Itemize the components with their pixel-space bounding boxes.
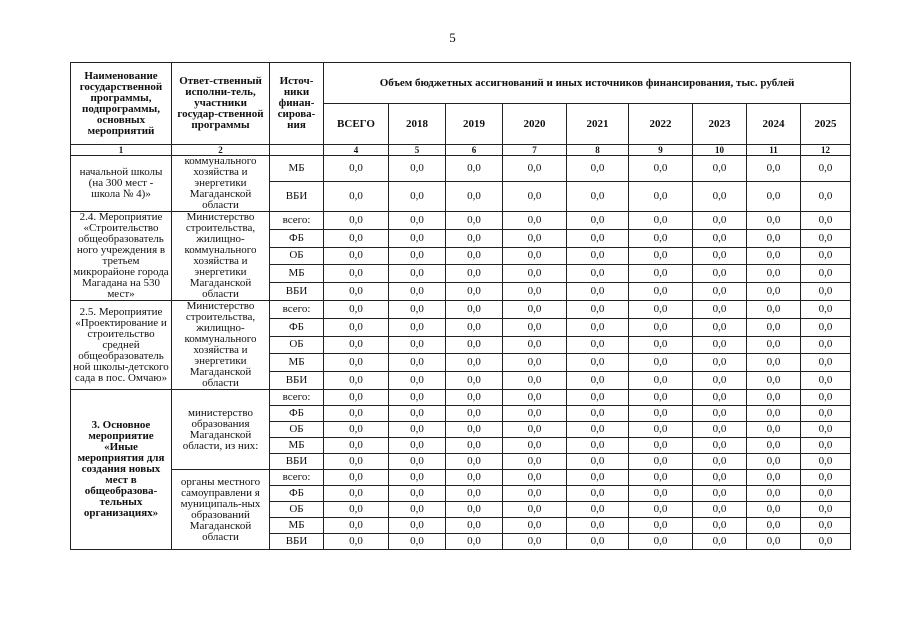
amount-cell: 0,0 <box>567 518 629 534</box>
amount-cell: 0,0 <box>747 247 801 265</box>
amount-cell: 0,0 <box>324 336 389 354</box>
header-year: 2022 <box>629 104 693 145</box>
amount-cell: 0,0 <box>389 265 446 283</box>
amount-cell: 0,0 <box>389 486 446 502</box>
amount-cell: 0,0 <box>801 372 851 390</box>
table-row <box>71 390 851 406</box>
funding-source: ОБ <box>270 336 324 354</box>
funding-source: ВБИ <box>270 283 324 301</box>
funding-source: МБ <box>270 156 324 182</box>
amount-cell: 0,0 <box>324 534 389 550</box>
header-year: 2021 <box>567 104 629 145</box>
program-name: начальной школы (на 300 мест - школа № 4)» <box>71 156 172 212</box>
responsible-executor: Министерство строительства, жилищно-коммунального хозяйства и энергетики Магаданской области <box>172 301 270 390</box>
amount-cell: 0,0 <box>503 406 567 422</box>
amount-cell: 0,0 <box>693 354 747 372</box>
amount-cell: 0,0 <box>567 406 629 422</box>
amount-cell: 0,0 <box>693 265 747 283</box>
funding-source: всего: <box>270 301 324 319</box>
table-row <box>71 156 851 182</box>
amount-cell: 0,0 <box>389 502 446 518</box>
amount-cell: 0,0 <box>567 372 629 390</box>
amount-cell: 0,0 <box>446 454 503 470</box>
amount-cell: 0,0 <box>693 318 747 336</box>
responsible-executor: органы местного самоуправлени я муниципаль-ных образований Магаданской области <box>172 470 270 550</box>
col-number: 8 <box>567 145 629 156</box>
amount-cell: 0,0 <box>801 212 851 230</box>
header-year: ВСЕГО <box>324 104 389 145</box>
col-number: 7 <box>503 145 567 156</box>
amount-cell: 0,0 <box>693 502 747 518</box>
amount-cell: 0,0 <box>693 438 747 454</box>
amount-cell: 0,0 <box>801 422 851 438</box>
amount-cell: 0,0 <box>503 247 567 265</box>
amount-cell: 0,0 <box>693 534 747 550</box>
header-year: 2018 <box>389 104 446 145</box>
amount-cell: 0,0 <box>801 283 851 301</box>
funding-source: ВБИ <box>270 534 324 550</box>
amount-cell: 0,0 <box>324 486 389 502</box>
col-number <box>270 145 324 156</box>
amount-cell: 0,0 <box>503 336 567 354</box>
amount-cell: 0,0 <box>389 422 446 438</box>
amount-cell: 0,0 <box>389 454 446 470</box>
amount-cell: 0,0 <box>446 336 503 354</box>
amount-cell: 0,0 <box>629 182 693 212</box>
amount-cell: 0,0 <box>324 354 389 372</box>
amount-cell: 0,0 <box>389 534 446 550</box>
col-number: 2 <box>172 145 270 156</box>
amount-cell: 0,0 <box>503 390 567 406</box>
header-name: Наименование государственной программы, подпрограммы, основных мероприятий <box>71 63 172 145</box>
amount-cell: 0,0 <box>747 438 801 454</box>
amount-cell: 0,0 <box>324 502 389 518</box>
amount-cell: 0,0 <box>446 229 503 247</box>
amount-cell: 0,0 <box>629 212 693 230</box>
amount-cell: 0,0 <box>567 470 629 486</box>
amount-cell: 0,0 <box>747 212 801 230</box>
amount-cell: 0,0 <box>801 406 851 422</box>
page-number: 5 <box>449 30 456 45</box>
amount-cell: 0,0 <box>503 354 567 372</box>
amount-cell: 0,0 <box>324 470 389 486</box>
amount-cell: 0,0 <box>747 336 801 354</box>
amount-cell: 0,0 <box>693 229 747 247</box>
amount-cell: 0,0 <box>567 422 629 438</box>
amount-cell: 0,0 <box>801 318 851 336</box>
amount-cell: 0,0 <box>693 247 747 265</box>
funding-source: МБ <box>270 265 324 283</box>
header-year: 2025 <box>801 104 851 145</box>
budget-table <box>70 62 851 550</box>
amount-cell: 0,0 <box>629 438 693 454</box>
amount-cell: 0,0 <box>389 229 446 247</box>
amount-cell: 0,0 <box>567 265 629 283</box>
amount-cell: 0,0 <box>567 182 629 212</box>
amount-cell: 0,0 <box>389 518 446 534</box>
amount-cell: 0,0 <box>629 229 693 247</box>
table-row <box>71 212 851 230</box>
amount-cell: 0,0 <box>801 470 851 486</box>
amount-cell: 0,0 <box>801 454 851 470</box>
amount-cell: 0,0 <box>503 182 567 212</box>
amount-cell: 0,0 <box>629 390 693 406</box>
amount-cell: 0,0 <box>747 486 801 502</box>
amount-cell: 0,0 <box>801 534 851 550</box>
amount-cell: 0,0 <box>801 182 851 212</box>
amount-cell: 0,0 <box>747 182 801 212</box>
header-sources: Источ-ники финан-сирова-ния <box>270 63 324 145</box>
amount-cell: 0,0 <box>446 518 503 534</box>
amount-cell: 0,0 <box>747 470 801 486</box>
amount-cell: 0,0 <box>693 454 747 470</box>
program-name: 3. Основное мероприятие «Иные мероприятия для создания новых мест в общеобразова-тельных организациях» <box>71 390 172 550</box>
amount-cell: 0,0 <box>503 486 567 502</box>
amount-cell: 0,0 <box>629 336 693 354</box>
funding-source: всего: <box>270 470 324 486</box>
responsible-executor: коммунального хозяйства и энергетики Магаданской области <box>172 156 270 212</box>
amount-cell: 0,0 <box>446 372 503 390</box>
amount-cell: 0,0 <box>693 283 747 301</box>
amount-cell: 0,0 <box>567 318 629 336</box>
amount-cell: 0,0 <box>693 406 747 422</box>
amount-cell: 0,0 <box>567 502 629 518</box>
amount-cell: 0,0 <box>446 247 503 265</box>
amount-cell: 0,0 <box>389 156 446 182</box>
amount-cell: 0,0 <box>693 156 747 182</box>
amount-cell: 0,0 <box>567 336 629 354</box>
amount-cell: 0,0 <box>747 318 801 336</box>
amount-cell: 0,0 <box>324 265 389 283</box>
column-number-row <box>71 145 851 156</box>
amount-cell: 0,0 <box>629 454 693 470</box>
funding-source: ФБ <box>270 406 324 422</box>
amount-cell: 0,0 <box>324 283 389 301</box>
amount-cell: 0,0 <box>389 470 446 486</box>
amount-cell: 0,0 <box>747 518 801 534</box>
amount-cell: 0,0 <box>567 301 629 319</box>
amount-cell: 0,0 <box>629 354 693 372</box>
funding-source: ОБ <box>270 502 324 518</box>
amount-cell: 0,0 <box>629 470 693 486</box>
amount-cell: 0,0 <box>747 229 801 247</box>
funding-source: всего: <box>270 212 324 230</box>
amount-cell: 0,0 <box>693 422 747 438</box>
amount-cell: 0,0 <box>446 318 503 336</box>
amount-cell: 0,0 <box>629 534 693 550</box>
amount-cell: 0,0 <box>801 438 851 454</box>
amount-cell: 0,0 <box>389 283 446 301</box>
amount-cell: 0,0 <box>389 301 446 319</box>
amount-cell: 0,0 <box>747 390 801 406</box>
col-number: 5 <box>389 145 446 156</box>
header-responsible: Ответ-ственный исполни-тель, участники государ-ственной программы <box>172 63 270 145</box>
col-number: 1 <box>71 145 172 156</box>
amount-cell: 0,0 <box>747 372 801 390</box>
col-number: 9 <box>629 145 693 156</box>
amount-cell: 0,0 <box>567 247 629 265</box>
amount-cell: 0,0 <box>747 265 801 283</box>
amount-cell: 0,0 <box>389 336 446 354</box>
amount-cell: 0,0 <box>747 354 801 372</box>
amount-cell: 0,0 <box>446 156 503 182</box>
amount-cell: 0,0 <box>389 182 446 212</box>
amount-cell: 0,0 <box>801 486 851 502</box>
amount-cell: 0,0 <box>567 438 629 454</box>
amount-cell: 0,0 <box>693 301 747 319</box>
col-number: 12 <box>801 145 851 156</box>
amount-cell: 0,0 <box>567 156 629 182</box>
amount-cell: 0,0 <box>389 406 446 422</box>
amount-cell: 0,0 <box>324 156 389 182</box>
amount-cell: 0,0 <box>629 265 693 283</box>
amount-cell: 0,0 <box>629 372 693 390</box>
amount-cell: 0,0 <box>324 518 389 534</box>
amount-cell: 0,0 <box>629 422 693 438</box>
amount-cell: 0,0 <box>503 229 567 247</box>
amount-cell: 0,0 <box>324 212 389 230</box>
amount-cell: 0,0 <box>446 265 503 283</box>
amount-cell: 0,0 <box>801 301 851 319</box>
amount-cell: 0,0 <box>503 372 567 390</box>
amount-cell: 0,0 <box>801 156 851 182</box>
amount-cell: 0,0 <box>801 265 851 283</box>
amount-cell: 0,0 <box>324 390 389 406</box>
amount-cell: 0,0 <box>801 354 851 372</box>
amount-cell: 0,0 <box>747 534 801 550</box>
amount-cell: 0,0 <box>629 502 693 518</box>
header-year: 2024 <box>747 104 801 145</box>
col-number: 10 <box>693 145 747 156</box>
amount-cell: 0,0 <box>693 470 747 486</box>
funding-source: ОБ <box>270 247 324 265</box>
amount-cell: 0,0 <box>629 486 693 502</box>
amount-cell: 0,0 <box>503 318 567 336</box>
table-row <box>71 301 851 319</box>
amount-cell: 0,0 <box>503 502 567 518</box>
amount-cell: 0,0 <box>446 438 503 454</box>
amount-cell: 0,0 <box>567 283 629 301</box>
amount-cell: 0,0 <box>629 301 693 319</box>
amount-cell: 0,0 <box>801 247 851 265</box>
amount-cell: 0,0 <box>324 422 389 438</box>
amount-cell: 0,0 <box>693 182 747 212</box>
amount-cell: 0,0 <box>324 372 389 390</box>
amount-cell: 0,0 <box>567 486 629 502</box>
amount-cell: 0,0 <box>324 318 389 336</box>
table-row <box>71 470 851 486</box>
funding-source: ВБИ <box>270 372 324 390</box>
amount-cell: 0,0 <box>446 354 503 372</box>
funding-source: ФБ <box>270 229 324 247</box>
amount-cell: 0,0 <box>801 336 851 354</box>
amount-cell: 0,0 <box>503 212 567 230</box>
funding-source: ФБ <box>270 318 324 336</box>
amount-cell: 0,0 <box>446 486 503 502</box>
amount-cell: 0,0 <box>446 422 503 438</box>
amount-cell: 0,0 <box>389 247 446 265</box>
amount-cell: 0,0 <box>629 318 693 336</box>
header-year: 2020 <box>503 104 567 145</box>
amount-cell: 0,0 <box>747 301 801 319</box>
program-name: 2.5. Мероприятие «Проектирование и строительство средней общеобразователь ной школы-детского сада в пос. Омчаю» <box>71 301 172 390</box>
amount-cell: 0,0 <box>389 212 446 230</box>
amount-cell: 0,0 <box>567 229 629 247</box>
funding-source: МБ <box>270 518 324 534</box>
amount-cell: 0,0 <box>324 438 389 454</box>
amount-cell: 0,0 <box>503 534 567 550</box>
amount-cell: 0,0 <box>446 182 503 212</box>
funding-source: МБ <box>270 438 324 454</box>
amount-cell: 0,0 <box>389 438 446 454</box>
funding-source: ФБ <box>270 486 324 502</box>
amount-cell: 0,0 <box>567 534 629 550</box>
amount-cell: 0,0 <box>503 454 567 470</box>
funding-source: всего: <box>270 390 324 406</box>
amount-cell: 0,0 <box>446 212 503 230</box>
col-number: 11 <box>747 145 801 156</box>
amount-cell: 0,0 <box>567 390 629 406</box>
amount-cell: 0,0 <box>747 502 801 518</box>
amount-cell: 0,0 <box>324 406 389 422</box>
amount-cell: 0,0 <box>747 283 801 301</box>
amount-cell: 0,0 <box>629 406 693 422</box>
amount-cell: 0,0 <box>801 390 851 406</box>
amount-cell: 0,0 <box>446 283 503 301</box>
col-number: 6 <box>446 145 503 156</box>
amount-cell: 0,0 <box>503 518 567 534</box>
amount-cell: 0,0 <box>446 502 503 518</box>
funding-source: ВБИ <box>270 182 324 212</box>
amount-cell: 0,0 <box>747 406 801 422</box>
amount-cell: 0,0 <box>629 156 693 182</box>
amount-cell: 0,0 <box>389 372 446 390</box>
amount-cell: 0,0 <box>693 518 747 534</box>
amount-cell: 0,0 <box>503 265 567 283</box>
amount-cell: 0,0 <box>324 182 389 212</box>
amount-cell: 0,0 <box>801 502 851 518</box>
amount-cell: 0,0 <box>747 422 801 438</box>
amount-cell: 0,0 <box>389 354 446 372</box>
amount-cell: 0,0 <box>503 438 567 454</box>
amount-cell: 0,0 <box>503 470 567 486</box>
amount-cell: 0,0 <box>693 212 747 230</box>
header-year: 2023 <box>693 104 747 145</box>
amount-cell: 0,0 <box>567 454 629 470</box>
amount-cell: 0,0 <box>389 318 446 336</box>
amount-cell: 0,0 <box>446 470 503 486</box>
funding-source: ВБИ <box>270 454 324 470</box>
amount-cell: 0,0 <box>747 156 801 182</box>
table-body <box>71 156 851 550</box>
amount-cell: 0,0 <box>324 229 389 247</box>
responsible-executor: министерство образования Магаданской области, из них: <box>172 390 270 470</box>
header-year: 2019 <box>446 104 503 145</box>
amount-cell: 0,0 <box>693 336 747 354</box>
responsible-executor: Министерство строительства, жилищно-коммунального хозяйства и энергетики Магаданской области <box>172 212 270 301</box>
funding-source: МБ <box>270 354 324 372</box>
amount-cell: 0,0 <box>389 390 446 406</box>
amount-cell: 0,0 <box>693 372 747 390</box>
amount-cell: 0,0 <box>446 534 503 550</box>
amount-cell: 0,0 <box>324 247 389 265</box>
amount-cell: 0,0 <box>503 422 567 438</box>
header-budget-group: Объем бюджетных ассигнований и иных источников финансирования, тыс. рублей <box>324 63 851 104</box>
amount-cell: 0,0 <box>503 156 567 182</box>
program-name: 2.4. Мероприятие «Строительство общеобразователь ного учреждения в третьем микрорайоне города Магадана на 530 мест» <box>71 212 172 301</box>
amount-cell: 0,0 <box>747 454 801 470</box>
amount-cell: 0,0 <box>567 212 629 230</box>
amount-cell: 0,0 <box>446 390 503 406</box>
col-number: 4 <box>324 145 389 156</box>
funding-source: ОБ <box>270 422 324 438</box>
amount-cell: 0,0 <box>801 518 851 534</box>
amount-cell: 0,0 <box>567 354 629 372</box>
amount-cell: 0,0 <box>503 283 567 301</box>
amount-cell: 0,0 <box>446 301 503 319</box>
amount-cell: 0,0 <box>324 301 389 319</box>
amount-cell: 0,0 <box>629 247 693 265</box>
amount-cell: 0,0 <box>693 486 747 502</box>
amount-cell: 0,0 <box>629 283 693 301</box>
amount-cell: 0,0 <box>446 406 503 422</box>
amount-cell: 0,0 <box>693 390 747 406</box>
amount-cell: 0,0 <box>629 518 693 534</box>
amount-cell: 0,0 <box>503 301 567 319</box>
amount-cell: 0,0 <box>801 229 851 247</box>
amount-cell: 0,0 <box>324 454 389 470</box>
